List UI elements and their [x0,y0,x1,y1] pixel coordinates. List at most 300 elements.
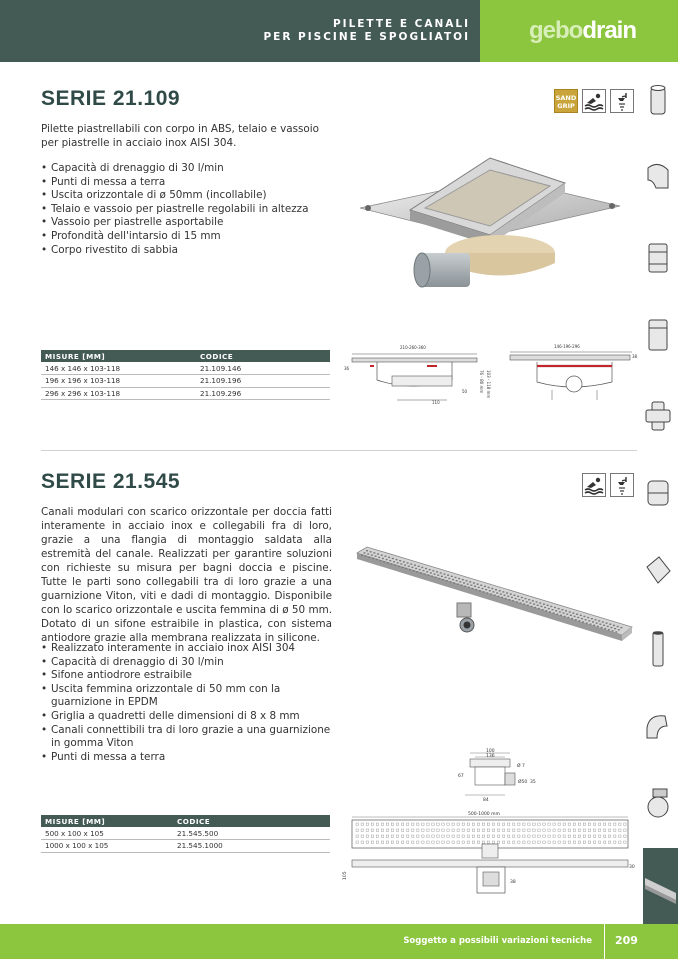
sand-grip-icon [554,89,578,113]
grate-hole [602,621,604,622]
grate-hole [544,607,546,608]
dim-h38: 38 [510,880,516,885]
grate-hole [403,561,405,562]
table-cell: 21.109.146 [196,362,330,375]
grate-hole [549,611,551,612]
grate-hole [381,554,383,555]
fitting-tee-icon [643,84,673,118]
grate-hole [462,579,464,580]
grate-hole [394,564,396,565]
grate-hole [521,597,523,598]
feature-item: • Uscita femmina orizzontale di 50 mm con la guarnizione in EPDM [41,683,336,710]
grate-hole [543,603,545,604]
grate-hole [420,572,422,573]
grate-hole [609,624,611,625]
grate-hole [499,590,501,591]
feature-item: • Canali connettibili tra di loro grazie a una guarnizione in gomma Viton [41,724,336,751]
grate-hole [468,587,470,588]
grate-hole [569,611,571,612]
dim-height-b: 76 - 80 mm [479,370,484,394]
grate-hole [398,566,400,567]
grate-hole [440,572,442,573]
grate-hole [419,569,421,570]
grate-hole [489,590,491,591]
grate-hole [486,592,488,593]
fitting-bend-icon [643,708,673,748]
footer-note: Soggetto a possibili variazioni tecniche [403,936,592,946]
grate-hole [370,551,372,552]
grate-hole [595,619,597,620]
grate-hole [389,560,391,561]
grate-hole [606,622,608,623]
fitting-valve-icon [643,785,673,825]
grate-hole [443,573,445,574]
feature-item: • Sifone antiodrore estraibile [41,669,336,683]
sand-grip-label-1: SAND [555,94,577,102]
grate-hole [596,622,598,623]
grate-hole [553,612,555,613]
grate-hole [366,550,368,551]
logo-text-drain: drain [582,17,637,44]
grate-hole [395,559,397,560]
grate-hole [560,615,562,616]
grate-hole [464,586,466,587]
grate-hole [608,629,610,630]
grate-hole [576,614,578,615]
grate-hole [365,556,367,557]
grate-hole [402,567,404,568]
grate-hole [527,605,529,606]
table-cell: 1000 x 100 x 105 [41,840,173,853]
table-header-row [41,815,330,827]
dim-bottom: 110 [432,400,440,405]
grate-hole [620,627,622,628]
grate-hole [463,582,465,583]
dim-outlet: 50 [462,389,468,394]
grate-hole [393,561,395,562]
table-cell: 21.109.196 [196,375,330,388]
grate-hole [491,588,493,589]
grate-hole [413,570,415,571]
grate-hole [585,619,587,620]
grate-hole [610,627,612,628]
table-row [41,362,330,375]
grate-hole [361,554,363,555]
grate-hole [507,596,509,597]
grate-hole [377,553,379,554]
feature-item: • Griglia a quadretti delle dimensioni di 8 x 8 mm [41,710,336,724]
grate-hole [545,610,547,611]
swimmer-icon [582,89,606,113]
grate-hole [480,585,482,586]
section-title-line2: PER PISCINE E SPOGLIATOI [263,31,470,43]
grate-hole [495,589,497,590]
grate-hole [461,584,463,585]
grate-hole [436,571,438,572]
fitting-reducer-icon [643,318,673,354]
column-header: MISURE [MM] [41,815,173,827]
grate-hole [528,599,530,600]
grate-hole [529,602,531,603]
grate-hole [577,617,579,618]
table-row [41,827,330,840]
grate-hole [469,581,471,582]
grate-hole [516,601,518,602]
grate-hole [410,563,412,564]
section-title-line1: PILETTE E CANALI [332,18,470,30]
grate-hole [384,556,386,557]
grate-hole [537,605,539,606]
grate-hole [388,557,390,558]
grate-hole [526,601,528,602]
grate-hole [550,606,552,607]
column-header: CODICE [196,350,330,362]
grate-hole [418,566,420,567]
footer-separator [604,924,605,959]
swimmer-icon [582,473,606,497]
corner-product-tab [643,848,678,924]
grate-hole [429,569,431,570]
grate-hole [508,599,510,600]
grate-hole [563,612,565,613]
feature-item: • Profondità dell'intarsio di 15 mm [41,230,341,244]
grate-hole [390,563,392,564]
grate-hole [456,580,458,581]
grate-hole [441,576,443,577]
section-divider [41,450,637,451]
grate-hole [533,603,535,604]
grate-hole [477,583,479,584]
grate-hole [566,613,568,614]
dim-right-small: 38 [632,354,638,359]
grate-hole [407,562,409,563]
feature-item: • Punti di messa a terra [41,176,341,190]
grate-hole [592,621,594,622]
feature-item: • Uscita orizzontale di ø 50mm (incollabile) [41,189,341,203]
grate-hole [604,628,606,629]
grate-hole [376,559,378,560]
grate-hole [421,567,423,568]
grate-hole [504,595,506,596]
grate-hole [364,552,366,553]
grate-hole [523,603,525,604]
grate-hole [547,605,549,606]
series-21545-title: SERIE 21.545 [41,470,181,493]
grate-hole [513,595,515,596]
dim-67: 67 [458,774,464,779]
grate-hole [424,573,426,574]
grate-hole [518,599,520,600]
grate-hole [447,575,449,576]
table-cell: 21.545.1000 [173,840,330,853]
grate-hole [572,612,574,613]
fitting-union-icon [643,475,673,511]
grate-hole [564,616,566,617]
grate-hole [457,583,459,584]
grate-hole [435,577,437,578]
series-21545-outlet-drawing [450,745,550,805]
grate-hole [422,570,424,571]
grate-hole [615,631,617,632]
grate-hole [458,578,460,579]
grate-hole [448,578,450,579]
dim-d50: Ø50 [518,780,528,785]
grate-hole [524,598,526,599]
grate-hole [561,609,563,610]
grate-hole [449,581,451,582]
grate-hole [488,587,490,588]
grate-hole [378,557,380,558]
grate-hole [432,570,434,571]
grate-hole [399,560,401,561]
dim-h30: 30 [629,865,635,870]
gebodrain-logo [529,16,636,46]
series-21545-description: Canali modulari con scarico orizzontale per doccia fatti interamente in acciaio inox e collegabili fra di loro, grazie a una flangia di montaggio saldata alla estremità del canale. Realizzati per garantire soluzioni con richieste su misura per bagni doccia e piscine. Tutte le parti sono collegabili tra di loro grazie a una guarnizione Viton, viti e dadi di montaggio. Disponibile con lo scarico orizzontale e uscita femmina di ø 50 mm. Dotato di un sifone estraibile in plastica, con sistema antiodore grazie alla membrana realizzata in silicone. [41,506,332,644]
grate-hole [506,592,508,593]
grate-hole [539,602,541,603]
grate-hole [551,609,553,610]
dim-height-a: 36 [344,366,350,371]
grate-hole [445,577,447,578]
dim-35: 35 [530,780,536,785]
grate-hole [505,598,507,599]
grate-hole [597,626,599,627]
grate-hole [367,553,369,554]
grate-hole [591,618,593,619]
grate-hole [405,568,407,569]
grate-hole [373,552,375,553]
grate-hole [532,600,534,601]
series-21109-title: SERIE 21.109 [41,87,181,110]
grate-hole [392,558,394,559]
grate-hole [386,559,388,560]
grate-hole [473,582,475,583]
grate-hole [452,579,454,580]
fitting-elbow-45-icon [643,553,673,593]
grate-hole [587,617,589,618]
grate-hole [567,617,569,618]
linear-drain-channel-image [352,545,637,645]
grate-hole [511,597,513,598]
feature-item: • Capacità di drenaggio di 30 l/min [41,162,341,176]
grate-hole [459,581,461,582]
dim-height-c: 103 - 118 mm [486,370,491,399]
grate-hole [501,597,503,598]
grate-hole [490,593,492,594]
grate-hole [416,571,418,572]
grate-hole [571,618,573,619]
series-21109-technical-drawing [342,340,642,415]
grate-hole [613,625,615,626]
series-21109-description: Pilette piastrellabili con corpo in ABS, telaio e vassoio per piastrelle in acciaio inox AISI 304. [41,123,320,149]
grate-hole [484,586,486,587]
grate-hole [548,608,550,609]
grate-hole [607,626,609,627]
grate-hole [466,580,468,581]
feature-item: • Corpo rivestito di sabbia [41,244,341,258]
grate-hole [578,620,580,621]
grate-hole [483,591,485,592]
grate-hole [475,589,477,590]
grate-hole [534,607,536,608]
grate-hole [542,609,544,610]
grate-hole [502,591,504,592]
grate-hole [554,607,556,608]
grate-hole [479,590,481,591]
grate-hole [478,587,480,588]
table-cell: 500 x 100 x 105 [41,827,173,840]
feature-item: • Vassoio per piastrelle asportabile [41,216,341,230]
grate-hole [599,624,601,625]
table-row [41,387,330,400]
page-header [0,0,678,62]
grate-hole [382,558,384,559]
grate-hole [603,625,605,626]
grate-hole [575,619,577,620]
grate-hole [409,569,411,570]
grate-hole [593,625,595,626]
dim-width-top-right: 146-196-296 [554,344,580,349]
dim-width-top: 210-260-360 [400,345,426,350]
shower-icon [610,89,634,113]
feature-item: • Punti di messa a terra [41,751,336,765]
table-cell: 146 x 146 x 103-118 [41,362,196,375]
grate-hole [372,558,374,559]
grate-hole [375,556,377,557]
grate-hole [588,620,590,621]
grate-hole [425,568,427,569]
grate-hole [451,576,453,577]
series-21545-channel-drawing [340,808,636,908]
fitting-pipe-icon [643,628,673,670]
grate-hole [559,611,561,612]
grate-hole [438,578,440,579]
series-21109-feature-list [41,162,341,257]
dim-h105: 105 [343,871,348,880]
shower-icon [610,473,634,497]
dim-136: 136 [486,754,495,759]
grate-hole [617,626,619,627]
dim-length: 500-1000 mm [468,812,500,817]
grate-hole [494,595,496,596]
dim-d7: Ø 7 [517,764,525,769]
grate-hole [442,579,444,580]
grate-hole [383,561,385,562]
grate-hole [583,616,585,617]
grate-hole [586,622,588,623]
sand-grip-label-2: GRIP [557,102,575,110]
grate-hole [522,600,524,601]
grate-hole [472,588,474,589]
grate-hole [404,564,406,565]
table-cell: 21.545.500 [173,827,330,840]
table-cell: 21.109.296 [196,387,330,400]
feature-item: • Telaio e vassoio per piastrelle regolabili in altezza [41,203,341,217]
grate-hole [556,613,558,614]
grate-hole [519,602,521,603]
table-cell: 196 x 196 x 103-118 [41,375,196,388]
series-21545-feature-list [41,642,336,764]
fitting-elbow-icon [643,158,673,198]
grate-hole [485,589,487,590]
grate-hole [517,596,519,597]
grate-hole [510,593,512,594]
table-row [41,375,330,388]
grate-hole [598,620,600,621]
grate-hole [431,576,433,577]
grate-hole [368,557,370,558]
fitting-coupling-icon [643,240,673,276]
grate-hole [581,618,583,619]
grate-hole [540,606,542,607]
grate-hole [446,580,448,581]
table-row [41,840,330,853]
floor-drain-product-image [350,138,640,318]
fitting-cross-icon [643,398,673,434]
grate-hole [470,585,472,586]
grate-hole [500,593,502,594]
grate-hole [430,572,432,573]
grate-hole [371,554,373,555]
grate-hole [582,621,584,622]
table-cell: 296 x 296 x 103-118 [41,387,196,400]
logo-text-gebo: gebo [529,17,583,44]
grate-hole [387,562,389,563]
dim-100: 100 [486,749,495,754]
grate-hole [497,596,499,597]
grate-hole [574,616,576,617]
grate-hole [400,563,402,564]
series-21109-spec-table [41,350,330,400]
grate-hole [434,573,436,574]
grate-hole [454,577,456,578]
grate-hole [555,610,557,611]
grate-hole [612,630,614,631]
grate-hole [590,623,592,624]
grate-hole [538,608,540,609]
grate-hole [437,574,439,575]
grate-hole [558,608,560,609]
grate-hole [453,582,455,583]
grate-hole [531,606,533,607]
grate-hole [496,592,498,593]
grate-hole [408,566,410,567]
column-header: CODICE [173,815,330,827]
grate-hole [618,629,620,630]
grate-hole [614,628,616,629]
column-header: MISURE [MM] [41,350,196,362]
grate-hole [414,564,416,565]
table-header-row [41,350,330,362]
grate-hole [426,571,428,572]
series-21545-spec-table [41,815,330,853]
feature-item: • Capacità di drenaggio di 30 l/min [41,656,336,670]
grate-hole [493,591,495,592]
grate-hole [570,615,572,616]
grate-hole [536,601,538,602]
page-footer [0,924,678,959]
grate-hole [415,568,417,569]
grate-hole [515,598,517,599]
grate-hole [411,567,413,568]
grate-hole [474,586,476,587]
grate-hole [580,615,582,616]
dim-84: 84 [483,798,489,803]
grate-hole [379,560,381,561]
grate-hole [565,610,567,611]
grate-hole [481,588,483,589]
page-number: 209 [615,934,638,947]
